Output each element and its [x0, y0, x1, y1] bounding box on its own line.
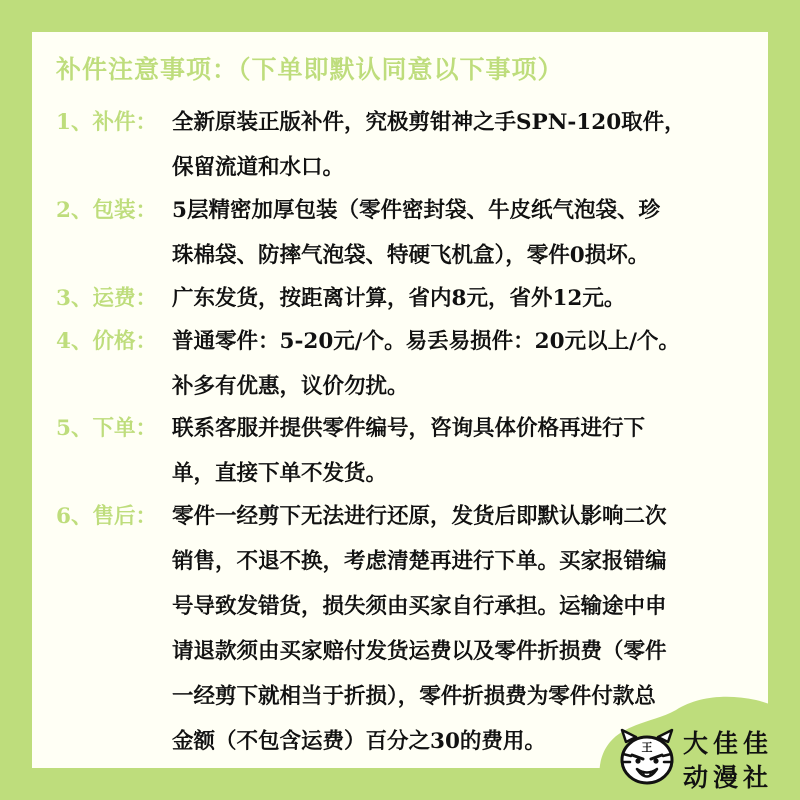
logo-text-line1: 大佳佳	[683, 729, 774, 758]
item-label: 4、价格：	[56, 329, 157, 354]
item-label: 6、售后：	[56, 504, 157, 529]
item-text: 普通零件：5-20元/个。易丢易损件：20元以上/个。 补多有优惠，议价勿扰。	[172, 329, 680, 399]
item-text: 零件一经剪下无法进行还原，发货后即默认影响二次 销售，不退不换，考虑清楚再进行下单。买家报错编 号导致发错货，损失须由买家自行承担。运输途中申 请退款须由买家赔付发货运费以及零件折损费（零件 一经剪下就相当于折损），零件折损费为零件付款总 金额（不包含运费）百分之30的费用。	[172, 504, 667, 754]
logo-mark-text: 王	[641, 741, 653, 754]
item-text: 广东发货，按距离计算，省内8元，省外12元。	[172, 286, 626, 311]
item-label: 5、下单：	[56, 416, 157, 441]
tiger-face-icon	[616, 728, 678, 788]
item-label: 2、包装：	[56, 198, 157, 223]
shop-logo	[588, 688, 800, 800]
item-text: 5层精密加厚包装（零件密封袋、牛皮纸气泡袋、珍 珠棉袋、防摔气泡袋、特硬飞机盒），零件0损坏。	[172, 198, 660, 268]
item-text: 联系客服并提供零件编号，咨询具体价格再进行下 单，直接下单不发货。	[172, 416, 646, 486]
notice-title: 补件注意事项：（下单即默认同意以下事项）	[56, 55, 564, 84]
logo-text-line2: 动漫社	[683, 763, 774, 792]
item-text: 全新原装正版补件，究极剪钳神之手SPN-120取件， 保留流道和水口。	[172, 110, 686, 180]
notice-card	[32, 32, 768, 768]
item-label: 3、运费：	[56, 286, 157, 311]
item-label: 1、补件：	[56, 110, 157, 135]
